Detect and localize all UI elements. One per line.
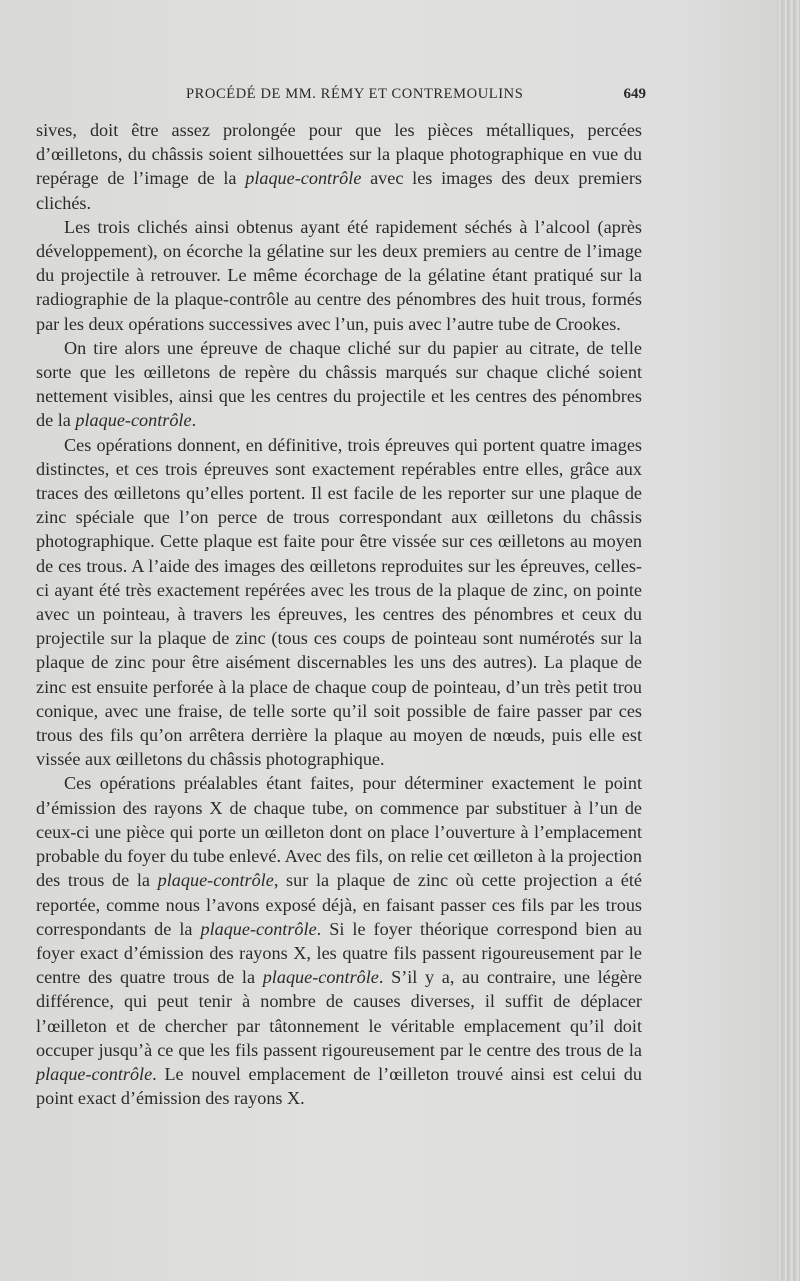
italic-term: plaque-contrôle	[200, 918, 317, 939]
text-segment: , sur la plaque de zinc où cette projection a été reportée, comme nous l’avons exposé déjà, en faisant passer ces fils par les trous correspondants de la	[36, 870, 642, 939]
paragraph-p3	[36, 336, 642, 433]
text-segment: Ces opérations donnent, en définitive, trois épreuves qui portent quatre images distinctes, et ces trois épreuves sont exactement repérables entre elles, grâce aux traces des œilletons qu’elles portent. Il est facile de les reporter sur une plaque de zinc spéciale que l’on perce de trous correspondant aux œilletons du châssis photographique. Cette plaque est faite pour être vissée sur ces œilletons au moyen de ces trous. A l’aide des images des œilletons reproduites sur les épreuves, celles-ci ayant été très exactement repérées avec les trous de la plaque de zinc, on pointe avec un pointeau, à travers les épreuves, les centres des pénombres et ceux du projectile sur la plaque de zinc (tous ces coups de pointeau sont numérotés sur la plaque de zinc pour être aisément discernables les uns des autres). La plaque de zinc est ensuite perforée à la place de chaque coup de pointeau, d’un très petit trou conique, avec une fraise, de telle sorte qu’il soit possible de faire passer par ces trous des fils qu’on arrêtera derrière la plaque au moyen de nœuds, puis elle est vissée aux œilletons du châssis photographique.	[36, 434, 642, 770]
italic-term: plaque-contrôle	[157, 870, 274, 891]
italic-term: plaque-contrôle	[262, 967, 379, 988]
paragraph-p1	[36, 118, 642, 215]
text-segment: . Le nouvel emplacement de l’œilleton trouvé ainsi est celui du point exact d’émission des rayons X.	[36, 1063, 642, 1109]
text-segment: . Si le foyer théorique correspond bien au foyer exact d’émission des rayons X, les quatre fils passent rigoureusement par le centre des quatre trous de la	[36, 918, 642, 988]
italic-term: plaque-contrôle	[75, 410, 192, 431]
text-segment: On tire alors une épreuve de chaque cliché sur du papier au citrate, de telle sorte que les œilletons de repère du châssis marqués sur chaque cliché soient nettement visibles, ainsi que les centres du projectile et les centres des pénombres de la	[36, 337, 642, 431]
text-segment: .	[191, 410, 197, 431]
italic-term: plaque-contrôle	[36, 1063, 153, 1084]
body-text	[36, 118, 642, 1110]
text-segment: sives, doit être assez prolongée pour que les pièces métalliques, percées d’œilletons, du châssis soient silhouettées sur la plaque photographique en vue du repérage de l’image de la	[36, 120, 642, 189]
paragraph-p5	[36, 771, 642, 1110]
running-header	[36, 86, 646, 108]
paragraph-p4	[36, 433, 642, 772]
running-title: PROCÉDÉ DE MM. RÉMY ET CONTREMOULINS	[186, 86, 524, 102]
text-segment: avec les images des deux premiers clichés.	[36, 168, 642, 213]
page-number: 649	[623, 86, 646, 102]
paragraph-p2	[36, 215, 642, 336]
page-edge-shadow	[778, 0, 800, 1281]
text-segment: . S’il y a, au contraire, une légère différence, qui peut tenir à nombre de causes diverses, il suffit de déplacer l’œilleton et de chercher par tâtonnement le véritable emplacement qu’il doit occuper jusqu’à ce que les fils passent rigoureusement par le centre des trous de la	[36, 967, 642, 1060]
italic-term: plaque-contrôle	[245, 168, 362, 189]
text-segment: Les trois clichés ainsi obtenus ayant été rapidement séchés à l’alcool (après développement), on écorche la gélatine sur les deux premiers au centre de l’image du projectile à retrouver. Le même écorchage de la gélatine étant pratiqué sur la radiographie de la plaque-contrôle au centre des pénombres des huit trous, formés par les deux opérations successives avec l’un, puis avec l’autre tube de Crookes.	[36, 216, 642, 334]
text-segment: Ces opérations préalables étant faites, pour déterminer exactement le point d’émission des rayons X de chaque tube, on commence par substituer à l’un de ceux-ci une pièce qui porte un œilleton dont on place l’ouverture à l’emplacement probable du foyer du tube enlevé. Avec des fils, on relie cet œilleton à la projection des trous de la	[36, 773, 642, 891]
